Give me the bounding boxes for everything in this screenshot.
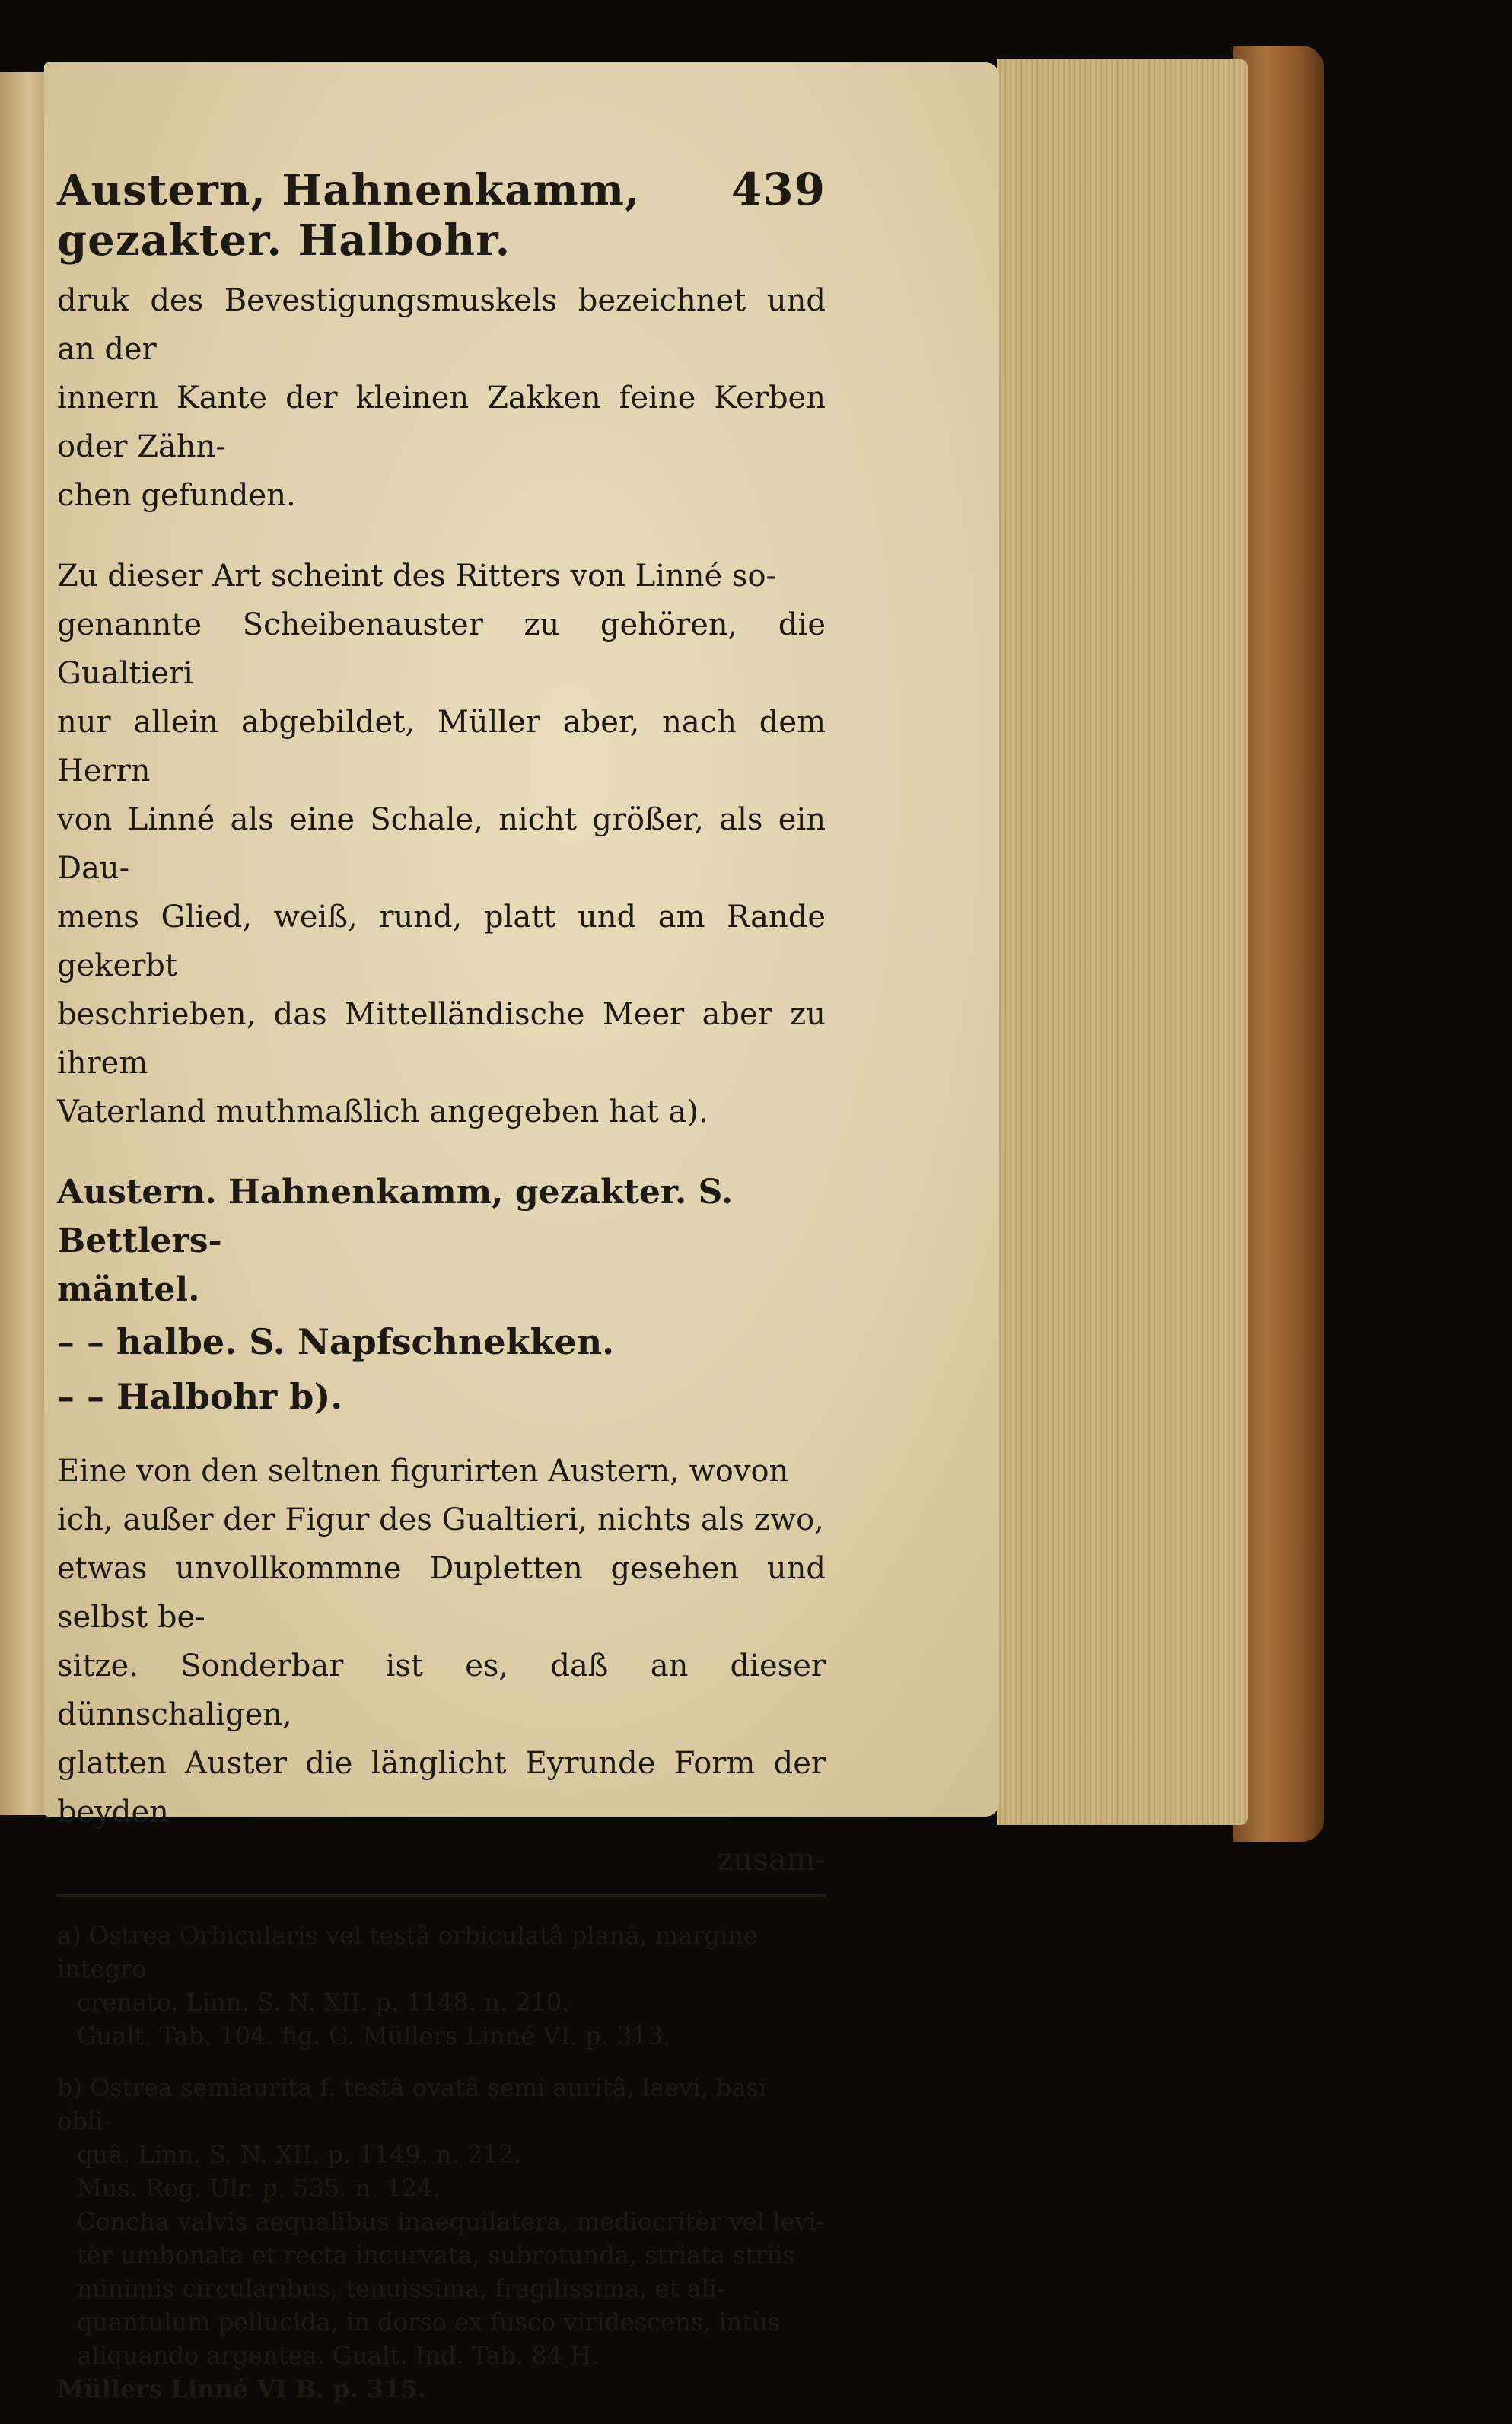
text-line: etwas unvollkommne Dupletten gesehen und selbst be-: [57, 1551, 826, 1635]
text-line: von Linné als eine Schale, nicht größer, als ein Dau-: [57, 802, 826, 886]
footnote-line: Mus. Reg. Ulr. p. 535. n. 124.: [77, 2174, 441, 2203]
footnote-line: Concha valvis aequalibus inaequilatera, mediocritèr vel levi-: [77, 2207, 825, 2236]
text-line: Zu dieser Art scheint des Ritters von Linné so-: [57, 559, 777, 594]
text-line: Eine von den seltnen figurirten Austern, wovon: [57, 1454, 789, 1489]
footnote-line: quâ. Linn. S. N. XII. p. 1149. n. 212.: [77, 2140, 522, 2169]
page-number: 439: [731, 164, 826, 215]
footnote-b: [57, 2071, 826, 2406]
page-block-edge: [997, 59, 1248, 1825]
text-line: glatten Auster die länglicht Eyrunde Form der beyden: [57, 1746, 826, 1830]
text-line: chen gefunden.: [57, 478, 296, 513]
paragraph-3: [57, 1447, 826, 1836]
text-line: innern Kante der kleinen Zakken feine Kerben oder Zähn-: [57, 381, 826, 464]
entry-heading-line: Austern. Hahnenkamm, gezakter. S. Bettlers-: [57, 1173, 734, 1260]
footnote-line: Gualt. Tab. 104. fig. G. Müllers Linné VI. p. 313.: [77, 2021, 671, 2050]
page-text: [57, 164, 826, 2424]
footnote-line: a) Ostrea Orbicularis vel testâ orbiculatâ planâ, margine integro: [57, 1921, 758, 1983]
footnote-line: aliquando argentea. Gualt. Ind. Tab. 84 H.: [77, 2341, 600, 2370]
footnote-line: quantulum pellucida, in dorso ex fusco viridescens, intùs: [77, 2308, 781, 2336]
text-line: druk des Bevestigungsmuskels bezeichnet und an der: [57, 283, 826, 367]
entry-subheading: – – halbe. S. Napfschnekken.: [57, 1321, 615, 1362]
running-title: Austern, Hahnenkamm, gezakter. Halbohr.: [57, 165, 641, 266]
entry-heading-line: mäntel.: [57, 1270, 200, 1309]
footnote-line: b) Ostrea semiaurita f. testâ ovatâ semi auritâ, laevi, basi obli-: [57, 2073, 767, 2136]
text-line: nur allein abgebildet, Müller aber, nach dem Herrn: [57, 705, 826, 788]
footnote-line: tèr umbonata et recta incurvata, subrotunda, striata striis: [77, 2241, 795, 2270]
text-line: sitze. Sonderbar ist es, daß an dieser dünnschaligen,: [57, 1648, 826, 1732]
text-line: Vaterland muthmaßlich angegeben hat a).: [57, 1094, 708, 1129]
text-line: beschrieben, das Mittelländische Meer aber zu ihrem: [57, 997, 826, 1081]
footnote-rule: [57, 1894, 826, 1897]
running-header: [57, 164, 826, 266]
footnote-line: Müllers Linné VI B. p. 315.: [57, 2375, 426, 2403]
entry-heading: [57, 1168, 826, 1314]
footnote-a: [57, 1919, 826, 2053]
text-line: ich, außer der Figur des Gualtieri, nichts als zwo,: [57, 1502, 824, 1537]
footnotes: [57, 1919, 826, 2406]
text-line: genannte Scheibenauster zu gehören, die Gualtieri: [57, 607, 826, 691]
paragraph-2: [57, 552, 826, 1136]
entry-subheading: – – Halbohr b).: [57, 1376, 343, 1417]
catchword: zusam-: [717, 1843, 826, 1878]
text-line: mens Glied, weiß, rund, platt und am Rande gekerbt: [57, 900, 826, 983]
paragraph-1: [57, 276, 826, 520]
footnote-line: crenato. Linn. S. N. XII. p. 1148. n. 210.: [77, 1988, 570, 2017]
footnote-line: minimis circularibus, tenuissima, fragilissima, et ali-: [77, 2274, 725, 2303]
